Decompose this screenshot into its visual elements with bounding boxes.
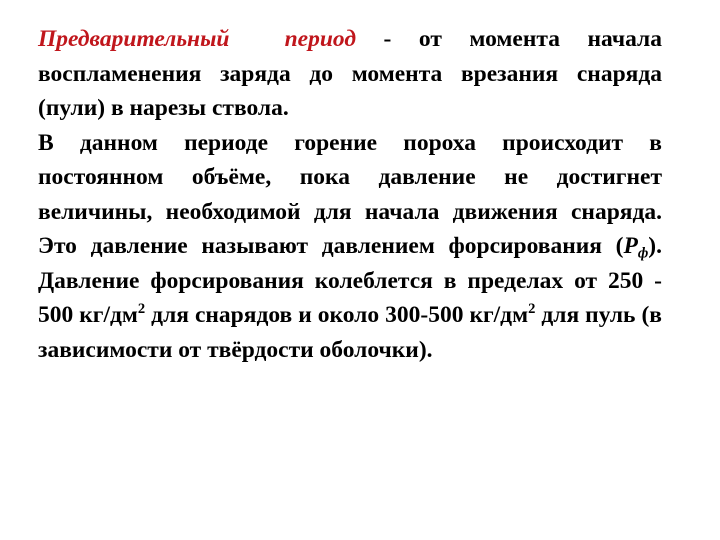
term-first-word: Предварительный [38, 26, 230, 52]
description-text-end: для пуль (в зависимости от твёрдости оболочки). [38, 302, 663, 363]
description-text-middle: для снарядов и около 300-500 кг/дм [145, 302, 529, 328]
unit-power-2: 2 [528, 300, 536, 317]
unit-power-1: 2 [137, 300, 146, 317]
definition-paragraph [38, 22, 662, 126]
description-text-before-symbol: В данном периоде горение пороха происходит в постоянном объёме, пока давление не достигнет величины, необходимой для начала движения снаряда. Это давление называют давлением форсирования ( [38, 129, 662, 259]
description-paragraph [38, 126, 662, 368]
description-text-after-symbol: ). Давление форсирования колеблется в пределах от 250 - 500 кг/дм [38, 233, 662, 328]
text-block [38, 22, 662, 367]
pressure-symbol-subscript: ф [637, 245, 649, 262]
pressure-symbol: P [623, 233, 638, 259]
term-second-word: период [284, 26, 356, 52]
definition-text: - от момента начала воспламенения заряда до момента врезания снаряда (пули) в нарезы ствола. [38, 26, 662, 121]
